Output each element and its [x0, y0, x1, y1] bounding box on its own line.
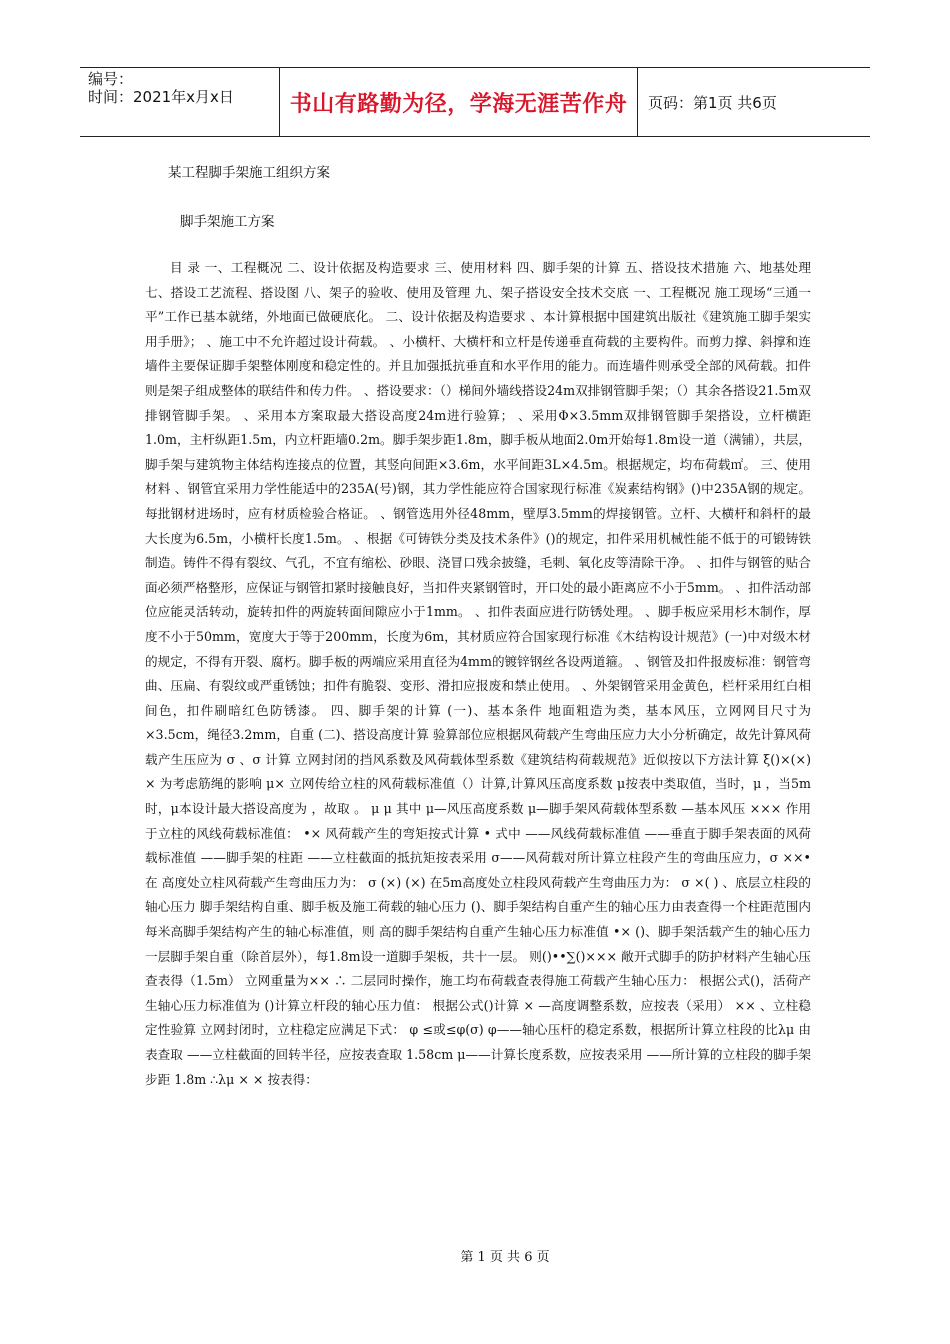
document-title: 某工程脚手架施工组织方案	[168, 165, 330, 181]
header-motto: 书山有路勤为径，学海无涯苦作舟	[280, 68, 638, 136]
document-subtitle: 脚手架施工方案	[180, 214, 275, 230]
footer-page-number: 第 1 页 共 6 页	[460, 1250, 550, 1265]
page-footer	[0, 1246, 950, 1265]
document-body: 目 录 一、工程概况 二、设计依据及构造要求 三、使用材料 四、脚手架的计算 五、搭设技术措施 六、地基处理 七、搭设工艺流程、搭设图 八、架子的验收、使用及管理 九、架子搭设安全技术交底 一、工程概况 施工现场“三通一平”工作已基本就绪，外地面已做硬底化。 二、设计依据及构造要求 、本计算根据中国建筑出版社《建筑施工脚手架实用手册》； 、施工中不允许超过设计荷载。 、小横杆、大横杆和立杆是传递垂直荷载的主要构件。而剪力撑、斜撑和连墙件主要保证脚手架整体刚度和稳定性的。并且加强抵抗垂直和水平作用的能力。而连墙件则承受全部的风荷载。扣件则是架子组成整体的联结件和传力件。 、搭设要求：（）梯间外墙线搭设24m双排钢管脚手架；（）其余各搭设21.5m双排钢管脚手架。 、采用本方案取最大搭设高度24m进行验算； 、采用Φ×3.5mm双排钢管脚手架搭设，立杆横距1.0m，主杆纵距1.5m，内立杆距墙0.2m。脚手架步距1.8m，脚手板从地面2.0m开始每1.8m设一道（满铺），共层，脚手架与建筑物主体结构连接点的位置，其竖向间距×3.6m，水平间距3L×4.5m。根据规定，均布荷载㎡。 三、使用材料 、钢管宜采用力学性能适中的235A(号)钢，其力学性能应符合国家现行标准《炭素结构钢》()中235A钢的规定。每批钢材进场时，应有材质检验合格证。 、钢管选用外径48mm，壁厚3.5mm的焊接钢管。立杆、大横杆和斜杆的最大长度为6.5m，小横杆长度1.5m。 、根据《可铸铁分类及技术条件》()的规定，扣件采用机械性能不低于的可锻铸铁制造。铸件不得有裂纹、气孔，不宜有缩松、砂眼、浇冒口残余披缝，毛刺、氧化皮等清除干净。 、扣件与钢管的贴合面必须严格整形，应保证与钢管扣紧时接触良好，当扣件夹紧钢管时，开口处的最小距离应不小于5mm。 、扣件活动部位应能灵活转动，旋转扣件的两旋转面间隙应小于1mm。 、扣件表面应进行防锈处理。 、脚手板应采用杉木制作，厚度不小于50mm，宽度大于等于200mm，长度为6m，其材质应符合国家现行标准《木结构设计规范》(一)中对级木材的规定，不得有开裂、腐朽。脚手板的两端应采用直径为4mm的镀锌钢丝各设两道箍。 、钢管及扣件报废标准：钢管弯曲、压扁、有裂纹或严重锈蚀；扣件有脆裂、变形、滑扣应报废和禁止使用。 、外架钢管采用金黄色，栏杆采用红白相间色，扣件刷暗红色防锈漆。 四、脚手架的计算 (一)、基本条件 地面粗造为类，基本风压，立网网目尺寸为 ×3.5cm，绳径3.2mm，自重 (二)、搭设高度计算 验算部位应根据风荷载产生弯曲压应力大小分析确定，故先计算风荷载产生压应为 σ 、σ 计算 立网封闭的挡风系数及风荷载体型系数《建筑结构荷载规范》近似按以下方法计算 ξ()×(×) × 为考虑筋绳的影响 μ× 立网传给立柱的风荷载标准值（）计算,计算风压高度系数 μ按表中类取值，当时，μ ，当5m时，μ本设计最大搭设高度为 ，故取 。 μ μ 其中 μ—风压高度系数 μ—脚手架风荷载体型系数 —基本风压 ××× 作用于立柱的风线荷载标准值： •× 风荷载产生的弯矩按式计算 • 式中 ——风线荷载标准值 ——垂直于脚手架表面的风荷载标准值 ——脚手架的柱距 ——立柱截面的抵抗矩按表采用 σ——风荷载对所计算立柱段产生的弯曲压应力，σ ××• 在 高度处立柱风荷载产生弯曲压力为： σ (×) (×) 在5m高度处立柱段风荷载产生弯曲压力为： σ ×( ) 、底层立柱段的轴心压力 脚手架结构自重、脚手板及施工荷载的轴心压力 ()、脚手架结构自重产生的轴心压力由表查得一个柱距范围内每米高脚手架结构产生的轴心标准值，则 高的脚手架结构自重产生轴心压力标准值 •× ()、脚手架活载产生的轴心压力 一层脚手架自重（除首层外），每1.8m设一道脚手架板，共十一层。 则()••∑()××× 敞开式脚手的防护材料产生轴心压查表得（1.5m） 立网重量为×× ∴ 二层同时操作，施工均布荷载查表得施工荷载产生轴心压力： 根据公式()，活荷产生轴心压力标准值为 ()计算立杆段的轴心压力值： 根据公式()计算 × —高度调整系数，应按表（采用） ×× 、立柱稳定性验算 立网封闭时，立柱稳定应满足下式： φ ≤或≤φ(σ) φ——轴心压杆的稳定系数，根据所计算立柱段的比λμ 由表查取 ——立柱截面的回转半径，应按表查取 1.58cm μ——计算长度系数，应按表采用 ——所计算的立柱段的脚手架步距 1.8m ∴λμ × × 按表得：	[145, 260, 811, 1087]
time-label: 时间：2021年x月x日	[88, 88, 234, 106]
page-header	[80, 67, 870, 137]
number-label: 编号：	[88, 70, 134, 88]
header-page-info: 页码：第1页 共6页	[648, 93, 777, 112]
header-meta	[80, 68, 280, 136]
